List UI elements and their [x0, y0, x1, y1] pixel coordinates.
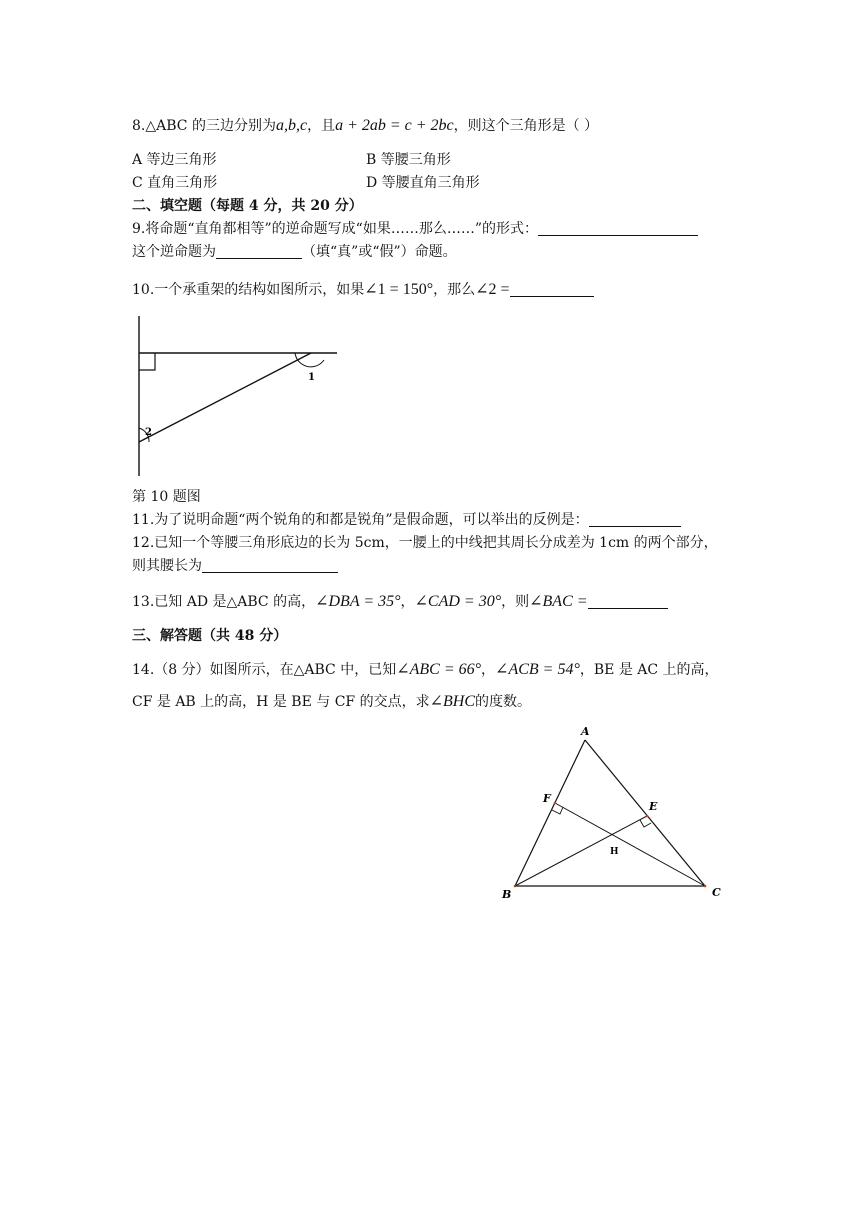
q11-answer-blank — [589, 510, 681, 527]
q14-figure — [495, 722, 735, 912]
q14-right-angle-e — [640, 820, 651, 827]
q14-line1 — [132, 660, 719, 680]
q8-stem — [132, 116, 598, 136]
q14-line1-text-b: ，BE 是 AC 上的高， — [579, 662, 719, 678]
q10-caption: 第 10 题图 — [132, 489, 201, 505]
q10-stem — [132, 280, 594, 300]
q10-math-cond: ∠1 = 150° — [364, 281, 434, 298]
q14-math-1: ∠ABC = 66° — [396, 661, 482, 678]
q10-text: 10.一个承重架的结构如图所示，如果 — [132, 282, 365, 298]
q12-line2 — [132, 556, 338, 576]
q14-point-c — [704, 885, 707, 888]
q8-text-c: ，则这个三角形是（ ） — [453, 118, 599, 134]
q14-right-angle-f — [552, 807, 563, 814]
q13-sep: ， — [400, 594, 415, 610]
q14-label-c: C — [712, 886, 721, 899]
q10-label-2: 2 — [145, 427, 152, 438]
q14-point-e — [646, 815, 649, 818]
q12-answer-blank — [202, 556, 338, 573]
q9-line2-text-b: （填“真”或“假”）命题。 — [302, 244, 457, 260]
q10-answer-blank — [510, 280, 594, 297]
q14-line1-text-a: 14.（8 分）如图所示，在△ABC 中，已知 — [132, 662, 397, 678]
q14-sep: ， — [481, 662, 496, 678]
q14-label-f: F — [543, 792, 551, 805]
q9-line1-text: 9.将命题“直角都相等”的逆命题写成“如果……那么……”的形式： — [132, 221, 538, 237]
q10-angle1-arc — [295, 353, 324, 367]
q8-text-a: 8.△ABC 的三边分别为 — [132, 118, 276, 134]
q8-option-d: D 等腰直角三角形 — [366, 175, 480, 191]
q13-stem — [132, 592, 668, 612]
q10-right-angle-mark — [139, 353, 155, 370]
q13-text-a: 13.已知 AD 是△ABC 的高， — [132, 594, 316, 610]
q13-text-b: ，则 — [501, 594, 530, 610]
section3-heading: 三、解答题（共 48 分） — [132, 628, 288, 644]
q8-math-vars: a,b,c — [275, 117, 308, 134]
q14-label-a: A — [581, 725, 590, 738]
q8-math-eq: a + 2ab = c + 2bc — [335, 117, 454, 134]
q12-line2-text: 则其腰长为 — [132, 558, 202, 574]
q8-option-c: C 直角三角形 — [132, 175, 218, 191]
q8-text-b: ，且 — [307, 118, 336, 134]
q10-figure — [125, 312, 345, 482]
q9-line1 — [132, 219, 698, 239]
q9-answer-blank-1 — [538, 219, 698, 236]
q11-line — [132, 510, 681, 530]
q13-math-3: ∠BAC = — [529, 593, 588, 610]
q14-math-2: ∠ACB = 54° — [495, 661, 580, 678]
q10-text-b: ，那么 — [433, 282, 476, 298]
q10-math-ask: ∠2 = — [475, 281, 510, 298]
q14-point-f — [554, 802, 557, 805]
q9-line2-text-a: 这个逆命题为 — [132, 244, 216, 260]
q8-option-b: B 等腰三角形 — [366, 152, 451, 168]
q14-label-e: E — [649, 800, 658, 813]
q12-line1: 12.已知一个等腰三角形底边的长为 5cm，一腰上的中线把其周长分成差为 1cm 的两个部分， — [132, 535, 718, 551]
q14-altitude-be — [515, 816, 647, 886]
q14-label-b: B — [502, 888, 512, 901]
q13-math-1: ∠DBA = 35° — [315, 593, 401, 610]
q14-altitude-cf — [555, 803, 705, 886]
q8-option-a: A 等边三角形 — [132, 152, 217, 168]
q9-line2 — [132, 242, 457, 262]
q13-math-2: ∠CAD = 30° — [414, 593, 502, 610]
q14-line2 — [132, 692, 531, 712]
q14-math-3: ∠BHC — [429, 693, 475, 710]
q14-line2-text-b: 的度数。 — [474, 694, 531, 710]
q11-text: 11.为了说明命题“两个锐角的和都是锐角”是假命题，可以举出的反例是： — [132, 512, 589, 528]
q10-brace-line — [139, 353, 311, 442]
q14-line2-text-a: CF 是 AB 上的高，H 是 BE 与 CF 的交点，求 — [132, 694, 430, 710]
q14-point-b — [514, 885, 517, 888]
q13-answer-blank — [588, 592, 668, 609]
q9-answer-blank-2 — [216, 242, 302, 259]
section2-heading: 二、填空题（每题 4 分，共 20 分） — [132, 198, 363, 214]
q14-label-h: H — [610, 847, 619, 857]
q10-label-1: 1 — [308, 372, 315, 383]
q14-side-ac — [585, 740, 705, 886]
q14-side-ab — [515, 740, 585, 886]
